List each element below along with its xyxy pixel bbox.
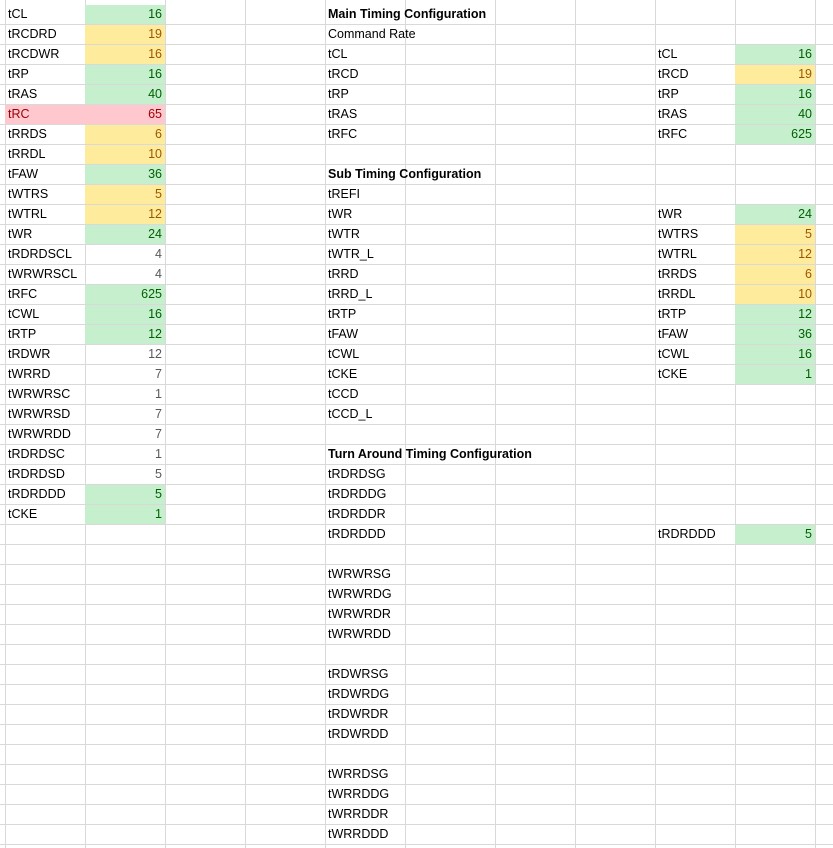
timing-label-cell[interactable]: tRFC — [8, 287, 38, 301]
config-label-cell[interactable]: tWTR — [328, 227, 360, 241]
timing-label-cell[interactable]: tRRDL — [658, 287, 696, 301]
row-gridline — [0, 644, 833, 645]
timing-value-cell[interactable]: 1 — [85, 505, 165, 524]
timing-label-cell[interactable]: tRP — [8, 67, 29, 81]
timing-label-cell[interactable]: tWR — [658, 207, 683, 221]
config-label-cell[interactable]: tCL — [328, 47, 348, 61]
config-label-cell[interactable]: tWRWRDD — [328, 627, 391, 641]
timing-value-cell[interactable]: 12 — [85, 205, 165, 224]
timing-label-cell[interactable]: tCWL — [658, 347, 690, 361]
timing-label-cell[interactable]: tRRDS — [8, 127, 47, 141]
timing-label-cell[interactable]: tRC — [5, 105, 85, 124]
timing-value-cell[interactable]: 6 — [85, 125, 165, 144]
config-label-cell[interactable]: tRDWRDR — [328, 707, 389, 721]
timing-label-cell[interactable]: tWTRS — [658, 227, 699, 241]
timing-value-cell[interactable]: 6 — [735, 265, 815, 284]
timing-value-cell[interactable]: 16 — [85, 65, 165, 84]
timing-value-cell[interactable]: 24 — [85, 225, 165, 244]
config-label-cell[interactable]: tCCD_L — [328, 407, 373, 421]
timing-value-cell[interactable]: 12 — [148, 347, 162, 361]
timing-value-cell[interactable]: 40 — [85, 85, 165, 104]
timing-value-cell[interactable]: 36 — [85, 165, 165, 184]
timing-value-cell[interactable]: 65 — [85, 105, 165, 124]
timing-value-cell[interactable]: 5 — [735, 525, 815, 544]
timing-label-cell[interactable]: tWRWRSD — [8, 407, 71, 421]
timing-value-cell[interactable]: 625 — [85, 285, 165, 304]
timing-value-cell[interactable]: 19 — [735, 65, 815, 84]
timing-value-cell[interactable]: 16 — [735, 85, 815, 104]
timing-value-cell[interactable]: 16 — [85, 305, 165, 324]
timing-value-cell[interactable]: 36 — [735, 325, 815, 344]
config-label-cell[interactable]: tRRD_L — [328, 287, 373, 301]
timing-value-cell[interactable]: 19 — [85, 25, 165, 44]
timing-value-cell[interactable]: 5 — [85, 185, 165, 204]
config-label-cell[interactable]: tRAS — [328, 107, 358, 121]
timing-value-cell[interactable]: 7 — [155, 427, 162, 441]
config-label-cell[interactable]: tRDRDDG — [328, 487, 387, 501]
timing-label-cell[interactable]: tRTP — [8, 327, 37, 341]
config-label-cell[interactable]: tWRWRDG — [328, 587, 392, 601]
timing-label-cell[interactable]: tRRDS — [658, 267, 697, 281]
config-label-cell[interactable]: tRDRDDR — [328, 507, 386, 521]
timing-label-cell[interactable]: tRCDWR — [8, 47, 60, 61]
timing-value-cell[interactable]: 40 — [735, 105, 815, 124]
config-label-cell[interactable]: tWRRDDG — [328, 787, 390, 801]
timing-label-cell[interactable]: tWRWRDD — [8, 427, 71, 441]
section-heading-cell[interactable]: Turn Around Timing Configuration — [328, 447, 532, 461]
timing-value-cell[interactable]: 625 — [735, 125, 815, 144]
timing-label-cell[interactable]: tWTRL — [8, 207, 47, 221]
config-label-cell[interactable]: tWRWRSG — [328, 567, 391, 581]
timing-label-cell[interactable]: tRDRDDD — [658, 527, 716, 541]
timing-label-cell[interactable]: tCL — [8, 7, 28, 21]
timing-value-cell[interactable]: 7 — [155, 407, 162, 421]
timing-label-cell[interactable]: tRDRDSCL — [8, 247, 72, 261]
timing-value-cell[interactable]: 1 — [735, 365, 815, 384]
timing-label-cell[interactable]: tRCDRD — [8, 27, 57, 41]
config-label-cell[interactable]: tWRRDDD — [328, 827, 389, 841]
timing-value-cell[interactable]: 4 — [155, 267, 162, 281]
timing-value-cell[interactable]: 1 — [155, 387, 162, 401]
timing-value-cell[interactable]: 16 — [735, 345, 815, 364]
timing-label-cell[interactable]: tRRDL — [8, 147, 46, 161]
timing-value-cell[interactable]: 16 — [735, 45, 815, 64]
config-label-cell[interactable]: tRP — [328, 87, 349, 101]
config-label-cell[interactable]: tFAW — [328, 327, 359, 341]
config-label-cell[interactable]: tRFC — [328, 127, 358, 141]
timing-label-cell[interactable]: tWR — [8, 227, 33, 241]
timing-label-cell[interactable]: tRDRDDD — [8, 487, 66, 501]
config-label-cell[interactable]: tRCD — [328, 67, 359, 81]
config-label-cell[interactable]: tRTP — [328, 307, 357, 321]
timing-label-cell[interactable]: tRDRDSD — [8, 467, 65, 481]
config-label-cell[interactable]: tWTR_L — [328, 247, 374, 261]
config-label-cell[interactable]: tCKE — [328, 367, 358, 381]
timing-label-cell[interactable]: tFAW — [8, 167, 39, 181]
config-label-cell[interactable]: tRDRDDD — [328, 527, 386, 541]
timing-label-cell[interactable]: tRCD — [658, 67, 689, 81]
config-label-cell[interactable]: tCCD — [328, 387, 359, 401]
section-heading-cell[interactable]: Sub Timing Configuration — [328, 167, 482, 181]
config-label-cell[interactable]: tRDWRDG — [328, 687, 390, 701]
config-label-cell[interactable]: Command Rate — [328, 27, 416, 41]
timing-value-cell[interactable]: 12 — [735, 305, 815, 324]
timing-value-cell[interactable]: 10 — [735, 285, 815, 304]
timing-label-cell[interactable]: tCWL — [8, 307, 40, 321]
timing-value-cell[interactable]: 16 — [85, 5, 165, 24]
timing-label-cell[interactable]: tWRWRSC — [8, 387, 71, 401]
timing-label-cell[interactable]: tFAW — [658, 327, 689, 341]
row-gridline — [0, 844, 833, 845]
timing-value-cell[interactable]: 12 — [85, 325, 165, 344]
timing-label-cell[interactable]: tRAS — [658, 107, 688, 121]
timing-label-cell[interactable]: tWRRD — [8, 367, 51, 381]
timing-label-cell[interactable]: tCKE — [658, 367, 688, 381]
config-label-cell[interactable]: tWR — [328, 207, 353, 221]
config-label-cell[interactable]: tRRD — [328, 267, 359, 281]
config-label-cell[interactable]: tWRRDDR — [328, 807, 389, 821]
config-label-cell[interactable]: tCWL — [328, 347, 360, 361]
timing-value-cell[interactable]: 5 — [735, 225, 815, 244]
section-heading-cell[interactable]: Main Timing Configuration — [328, 7, 487, 21]
config-label-cell[interactable]: tRDRDSG — [328, 467, 386, 481]
config-label-cell[interactable]: tREFI — [328, 187, 360, 201]
timing-label-cell[interactable]: tWTRL — [658, 247, 697, 261]
timing-value-cell[interactable]: 4 — [155, 247, 162, 261]
timing-value-cell[interactable]: 24 — [735, 205, 815, 224]
row-gridline — [0, 544, 833, 545]
timing-label-cell[interactable]: tWTRS — [8, 187, 49, 201]
config-label-cell[interactable]: tWRRDSG — [328, 767, 389, 781]
timing-label-cell[interactable]: tRFC — [658, 127, 688, 141]
timing-label-cell[interactable]: tRDRDSC — [8, 447, 65, 461]
timing-value-cell[interactable]: 5 — [85, 485, 165, 504]
timing-value-cell[interactable]: 1 — [155, 447, 162, 461]
timing-label-cell[interactable]: tCKE — [8, 507, 38, 521]
row-gridline — [0, 744, 833, 745]
timing-label-cell[interactable]: tRDWR — [8, 347, 51, 361]
config-label-cell[interactable]: tWRWRDR — [328, 607, 391, 621]
timing-value-cell[interactable]: 10 — [85, 145, 165, 164]
timing-label-cell[interactable]: tCL — [658, 47, 678, 61]
timing-label-cell[interactable]: tRAS — [8, 87, 38, 101]
config-label-cell[interactable]: tRDWRDD — [328, 727, 389, 741]
timing-value-cell[interactable]: 12 — [735, 245, 815, 264]
timing-label-cell[interactable]: tRP — [658, 87, 679, 101]
timing-value-cell[interactable]: 7 — [155, 367, 162, 381]
timing-label-cell[interactable]: tRTP — [658, 307, 687, 321]
timing-label-cell[interactable]: tWRWRSCL — [8, 267, 78, 281]
timing-value-cell[interactable]: 16 — [85, 45, 165, 64]
timing-value-cell[interactable]: 5 — [155, 467, 162, 481]
config-label-cell[interactable]: tRDWRSG — [328, 667, 389, 681]
